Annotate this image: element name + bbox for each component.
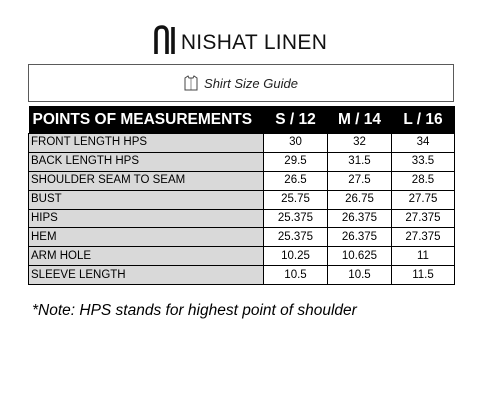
- cell-value: 11: [392, 247, 455, 266]
- row-label: FRONT LENGTH HPS: [29, 134, 264, 153]
- cell-value: 27.375: [392, 209, 455, 228]
- header-size-m: M / 14: [328, 106, 392, 134]
- table-row: [29, 190, 455, 209]
- cell-value: 25.375: [264, 228, 328, 247]
- size-guide-banner: [28, 64, 454, 102]
- cell-value: 25.75: [264, 190, 328, 209]
- row-label: BACK LENGTH HPS: [29, 152, 264, 171]
- cell-value: 26.75: [328, 190, 392, 209]
- measurement-table: [28, 106, 455, 285]
- cell-value: 26.375: [328, 209, 392, 228]
- nishat-logo-icon: [153, 25, 179, 55]
- row-label: SLEEVE LENGTH: [29, 266, 264, 285]
- shirt-icon: [184, 75, 198, 91]
- brand-logo: [0, 22, 480, 58]
- row-label: HIPS: [29, 209, 264, 228]
- cell-value: 33.5: [392, 152, 455, 171]
- table-row: [29, 247, 455, 266]
- cell-value: 27.5: [328, 171, 392, 190]
- cell-value: 10.5: [328, 266, 392, 285]
- cell-value: 30: [264, 134, 328, 153]
- row-label: HEM: [29, 228, 264, 247]
- table-header-row: [29, 106, 455, 134]
- cell-value: 26.5: [264, 171, 328, 190]
- cell-value: 31.5: [328, 152, 392, 171]
- cell-value: 26.375: [328, 228, 392, 247]
- table-row: [29, 228, 455, 247]
- table-row: [29, 152, 455, 171]
- row-label: BUST: [29, 190, 264, 209]
- size-guide-title: Shirt Size Guide: [204, 75, 298, 91]
- header-measurements: POINTS OF MEASUREMENTS: [29, 106, 264, 134]
- row-label: SHOULDER SEAM TO SEAM: [29, 171, 264, 190]
- cell-value: 25.375: [264, 209, 328, 228]
- cell-value: 27.75: [392, 190, 455, 209]
- cell-value: 10.5: [264, 266, 328, 285]
- table-row: [29, 266, 455, 285]
- footnote-hps: *Note: HPS stands for highest point of shoulder: [32, 302, 357, 319]
- table-row: [29, 209, 455, 228]
- cell-value: 10.25: [264, 247, 328, 266]
- table-row: [29, 134, 455, 153]
- cell-value: 27.375: [392, 228, 455, 247]
- cell-value: 29.5: [264, 152, 328, 171]
- row-label: ARM HOLE: [29, 247, 264, 266]
- cell-value: 11.5: [392, 266, 455, 285]
- cell-value: 32: [328, 134, 392, 153]
- cell-value: 34: [392, 134, 455, 153]
- header-size-s: S / 12: [264, 106, 328, 134]
- cell-value: 10.625: [328, 247, 392, 266]
- brand-name: NISHAT LINEN: [180, 30, 328, 54]
- header-size-l: L / 16: [392, 106, 455, 134]
- cell-value: 28.5: [392, 171, 455, 190]
- table-row: [29, 171, 455, 190]
